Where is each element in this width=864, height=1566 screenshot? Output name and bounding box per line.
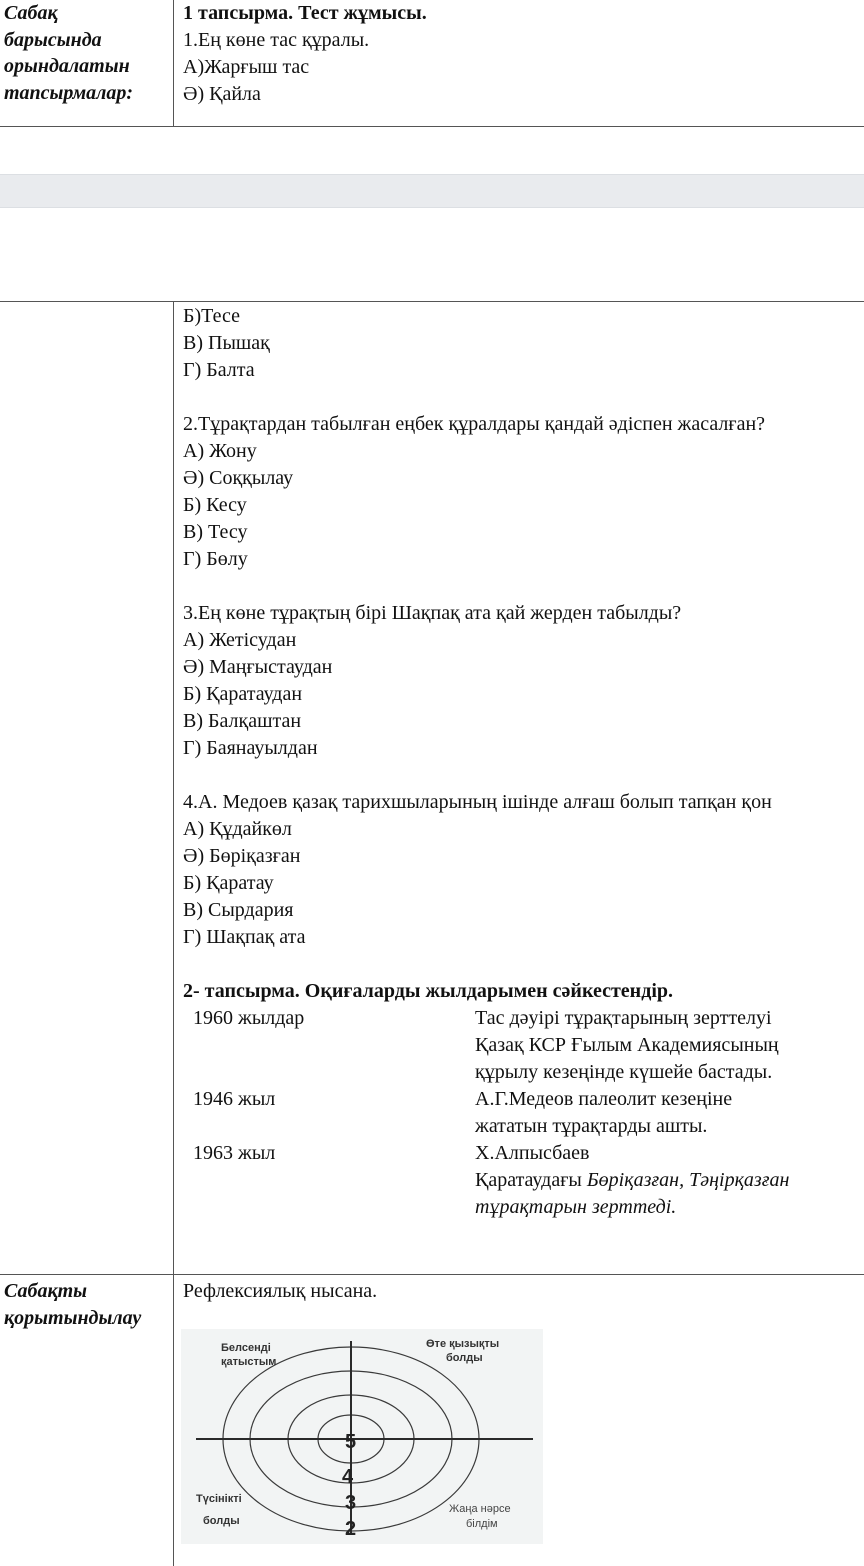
year: 1963 жыл (193, 1142, 276, 1164)
corner-label: Белсенді (221, 1342, 271, 1354)
corner-label: Түсінікті (196, 1493, 242, 1505)
q4-option: А) Құдайкөл (183, 818, 292, 840)
q4-option: Ә) Бөріқазған (183, 845, 301, 867)
q4-option: Б) Қаратау (183, 872, 274, 894)
scale-number: 2 (345, 1518, 357, 1540)
scale-number: 5 (345, 1431, 357, 1453)
year: 1960 жылдар (193, 1007, 305, 1029)
q3-option: Ә) Маңғыстаудан (183, 656, 333, 678)
task1-title: 1 тапсырма. Тест жұмысы. (183, 2, 427, 24)
q1-option: В) Пышақ (183, 332, 270, 354)
lesson-tasks-label: Сабақ барысында орындалатын тапсырмалар: (4, 2, 134, 104)
reflection-target (181, 1329, 543, 1544)
q3-option: В) Балқаштан (183, 710, 302, 732)
task1-continued (183, 303, 772, 1005)
corner-label: білдім (466, 1518, 498, 1530)
q3-question: 3.Ең көне тұрақтың бірі Шақпақ ата қай жерден табылды? (183, 602, 682, 624)
scale-number: 4 (342, 1466, 354, 1488)
q1-option: А)Жарғыш тас (183, 56, 310, 78)
q2-option: А) Жону (183, 440, 257, 462)
row-divider (0, 1274, 864, 1275)
corner-label: Өте қызықты (426, 1338, 500, 1350)
scale-number: 3 (345, 1492, 357, 1514)
q2-option: В) Тесу (183, 521, 248, 543)
column-divider (173, 301, 174, 1566)
year: 1946 жыл (193, 1088, 276, 1110)
task1-top (183, 0, 427, 108)
corner-label: Жаңа нәрсе (449, 1503, 511, 1515)
corner-label: болды (446, 1352, 483, 1364)
q3-option: А) Жетісудан (183, 629, 297, 651)
reflection-title: Рефлексиялық нысана. (183, 1280, 378, 1302)
q1-question: 1.Ең көне тас құралы. (183, 29, 370, 51)
q1-option: Ә) Қайла (183, 83, 261, 105)
q2-question: 2.Тұрақтардан табылған еңбек құралдары қандай әдіспен жасалған? (183, 413, 766, 435)
table-bottom-border-top (0, 126, 864, 127)
q1-option: Г) Балта (183, 359, 255, 381)
q1-option: Б)Тесе (183, 305, 240, 327)
column-divider-top (173, 0, 174, 126)
summary-label: Сабақты қорытындылау (4, 1280, 142, 1329)
task2-title: 2- тапсырма. Оқиғаларды жылдарымен сәйкестендір. (183, 980, 673, 1002)
q2-option: Ә) Соққылау (183, 467, 294, 489)
corner-label: қатыстым (221, 1356, 277, 1368)
q4-question: 4.А. Медоев қазақ тарихшыларының ішінде алғаш болып тапқан қон (183, 791, 772, 813)
q4-option: Г) Шақпақ ата (183, 926, 306, 948)
page-break-band (0, 174, 864, 208)
q3-option: Б) Қаратаудан (183, 683, 303, 705)
table-top-border (0, 301, 864, 302)
q4-option: В) Сырдария (183, 899, 294, 921)
q2-option: Г) Бөлу (183, 548, 248, 570)
q2-option: Б) Кесу (183, 494, 247, 516)
q3-option: Г) Баянауылдан (183, 737, 318, 759)
event: Тас дәуірі тұрақтарының зерттелуі Қазақ КСР Ғылым Академиясының құрылу кезеңінде күшейе бастады. А.Г.Медеов палеолит кезеңіне жататын тұрақтарды ашты. Х.Алпысбаев Қаратаудағы Бөріқазған, Тәңірқазған тұрақтарын зерттеді. (475, 1007, 790, 1218)
corner-label: болды (203, 1515, 240, 1527)
